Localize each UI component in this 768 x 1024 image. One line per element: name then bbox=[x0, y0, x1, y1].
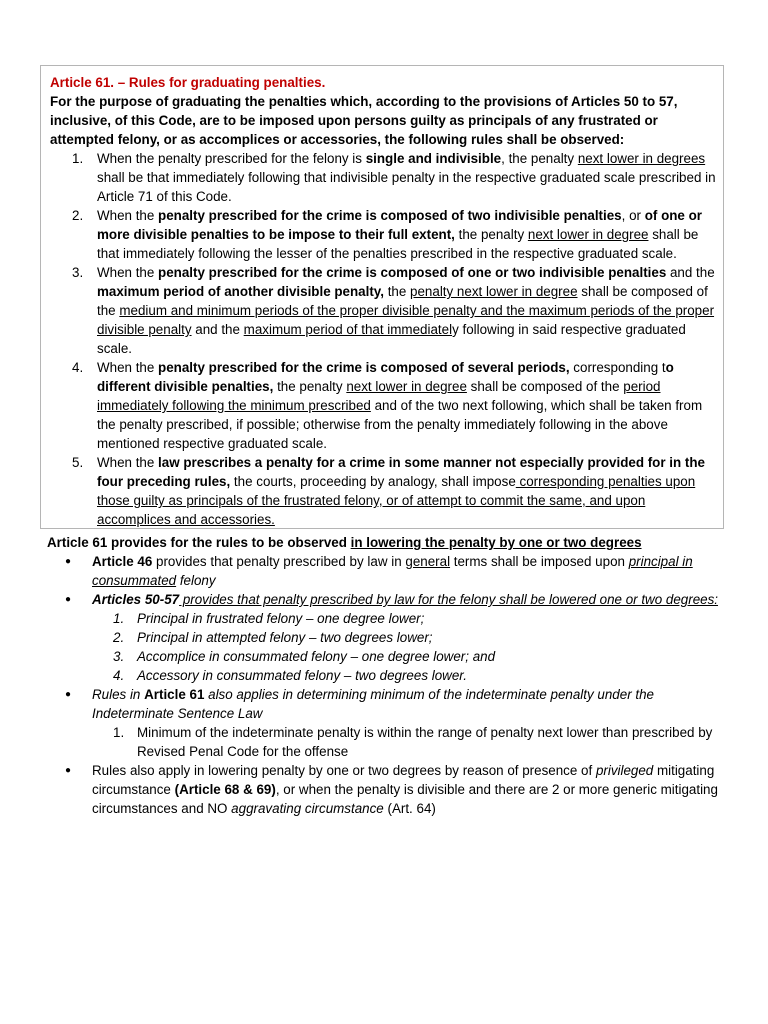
rule-item bbox=[50, 206, 718, 263]
rule-text: medium and minimum periods of the proper divisible penalty and the maximum periods of the proper divisible penalty bbox=[97, 303, 715, 337]
rule-text: maximum period of that immediatel bbox=[243, 322, 453, 337]
bullet-text: Article 46 bbox=[92, 554, 153, 569]
sub-item bbox=[47, 628, 727, 647]
rule-text: , or bbox=[621, 208, 645, 223]
rule-text: law prescribes a penalty for a crime in some manner not especially provided for in the four preceding rules, bbox=[97, 455, 706, 489]
rule-text: corresponding penalties upon those guilty as principals of the frustrated felony, or of attempt to commit the same, and upon accomplices and accessories. bbox=[97, 474, 696, 527]
rule-text: and of the two next following, which shall be taken from the penalty prescribed, if possible; otherwise from the penalty immediately following in the above mentioned respective graduated scale. bbox=[97, 398, 703, 451]
rule-text: shall be composed of the bbox=[97, 284, 708, 318]
bullet-text: general bbox=[405, 554, 451, 569]
sub-item-number: 1. bbox=[113, 725, 125, 740]
rule-text: maximum period of another divisible penalty, bbox=[97, 284, 384, 299]
sub-item-text: Principal in attempted felony – two degrees lower; bbox=[137, 630, 433, 645]
sub-item bbox=[47, 723, 727, 761]
rule-text: o different divisible penalties, bbox=[97, 360, 674, 394]
rule-number: 4. bbox=[72, 360, 84, 375]
rule-item bbox=[50, 149, 718, 206]
rule-text: When the bbox=[97, 455, 159, 470]
sub-item-number: 2. bbox=[113, 630, 125, 645]
bullet-text: terms shall be imposed upon bbox=[450, 554, 629, 569]
rule-text: When the bbox=[97, 208, 159, 223]
rule-item bbox=[50, 453, 718, 529]
rule-text: and the bbox=[191, 322, 244, 337]
sub-item-number: 4. bbox=[113, 668, 125, 683]
rule-text: the bbox=[383, 284, 411, 299]
bullet-item bbox=[47, 590, 727, 609]
rule-text: y following in said respective graduated scale. bbox=[97, 322, 686, 356]
rule-text: penalty prescribed for the crime is composed of two indivisible penalties bbox=[158, 208, 622, 223]
summary-lead-text: Article 61 provides for the rules to be observed bbox=[47, 535, 351, 550]
rule-text: the penalty bbox=[273, 379, 347, 394]
bullet-text: provides that penalty prescribed by law for the felony shall be lowered one or two degrees: bbox=[179, 592, 719, 607]
bullet-text: privileged bbox=[595, 763, 654, 778]
rule-text: next lower in degree bbox=[527, 227, 649, 242]
rule-item bbox=[50, 263, 718, 358]
bullet-text: Article 61 bbox=[144, 687, 205, 702]
rule-text: period immediately following the minimum prescribed bbox=[97, 379, 661, 413]
bullet-item bbox=[47, 685, 727, 723]
sub-item bbox=[47, 647, 727, 666]
rule-text: corresponding t bbox=[569, 360, 666, 375]
bullet-icon: ● bbox=[65, 689, 72, 700]
sub-item-text: Minimum of the indeterminate penalty is within the range of penalty next lower than prescribed by Revised Penal Code for the offense bbox=[137, 725, 713, 759]
bullet-text: , or when the penalty is divisible and there are 2 or more generic mitigating circumstances and NO bbox=[92, 782, 718, 816]
article-61-content bbox=[50, 73, 718, 529]
sub-item bbox=[47, 609, 727, 628]
article-title: Article 61. – Rules for graduating penalties. bbox=[50, 75, 326, 90]
bullet-list bbox=[47, 552, 727, 818]
sub-item-text: Accomplice in consummated felony – one degree lower; and bbox=[137, 649, 496, 664]
sub-item-text: Principal in frustrated felony – one degree lower; bbox=[137, 611, 425, 626]
rule-number: 3. bbox=[72, 265, 84, 280]
rule-text: When the penalty prescribed for the felony is bbox=[97, 151, 366, 166]
rule-text: shall be that immediately following that indivisible penalty in the respective graduated scale prescribed in Article 71 of this Code. bbox=[97, 170, 716, 204]
rule-text: , the penalty bbox=[501, 151, 578, 166]
summary-lead-text: in lowering the penalty by one or two degrees bbox=[350, 535, 642, 550]
bullet-text: principal in consummated bbox=[92, 554, 693, 588]
rule-text: penalty next lower in degree bbox=[410, 284, 578, 299]
article-61-box bbox=[40, 65, 724, 529]
sub-item-text: Accessory in consummated felony – two degrees lower. bbox=[137, 668, 467, 683]
rule-text: When the bbox=[97, 360, 159, 375]
article-intro: For the purpose of graduating the penalties which, according to the provisions of Articles 50 to 57, inclusive, of this Code, are to be imposed upon persons guilty as principals of any frustrated or attempted felony, or as accomplices or accessories, the following rules shall be observed: bbox=[50, 94, 678, 147]
bullet-icon: ● bbox=[65, 594, 72, 605]
rule-item bbox=[50, 358, 718, 453]
rule-number: 5. bbox=[72, 455, 84, 470]
summary-section bbox=[47, 533, 727, 818]
bullet-text: aggravating circumstance bbox=[231, 801, 384, 816]
bullet-icon: ● bbox=[65, 765, 72, 776]
rule-text: penalty prescribed for the crime is composed of one or two indivisible penalties bbox=[158, 265, 667, 280]
rule-text: shall be composed of the bbox=[466, 379, 624, 394]
summary-lead bbox=[47, 533, 727, 552]
bullet-text: Articles 50-57 bbox=[92, 592, 180, 607]
bullet-icon: ● bbox=[65, 556, 72, 567]
rule-text: the courts, proceeding by analogy, shall impose bbox=[230, 474, 516, 489]
bullet-item bbox=[47, 761, 727, 818]
bullet-item bbox=[47, 552, 727, 590]
sub-item bbox=[47, 666, 727, 685]
bullet-text: Rules also apply in lowering penalty by one or two degrees by reason of presence of bbox=[92, 763, 596, 778]
rule-text: next lower in degree bbox=[346, 379, 467, 394]
bullet-text: mitigating circumstance bbox=[92, 763, 715, 797]
rule-text: When the bbox=[97, 265, 159, 280]
rules-list bbox=[50, 149, 718, 529]
rule-text: single and indivisible bbox=[365, 151, 502, 166]
bullet-text: (Article 68 & 69) bbox=[174, 782, 276, 797]
bullet-text: also applies in determining minimum of the indeterminate penalty under the Indeterminate Sentence Law bbox=[92, 687, 654, 721]
bullet-text: Rules in bbox=[92, 687, 145, 702]
rule-text: and the bbox=[666, 265, 715, 280]
bullet-text: felony bbox=[176, 573, 216, 588]
sub-item-number: 3. bbox=[113, 649, 125, 664]
rule-text: the penalty bbox=[454, 227, 528, 242]
sub-item-number: 1. bbox=[113, 611, 125, 626]
rule-number: 1. bbox=[72, 151, 84, 166]
rule-text: next lower in degrees bbox=[577, 151, 706, 166]
bullet-text: (Art. 64) bbox=[383, 801, 436, 816]
rule-text: of one or more divisible penalties to be impose to their full extent, bbox=[97, 208, 702, 242]
rule-text: shall be that immediately following the lesser of the penalties prescribed in the respective graduated scale. bbox=[97, 227, 699, 261]
rule-text: penalty prescribed for the crime is composed of several periods, bbox=[158, 360, 570, 375]
bullet-text: provides that penalty prescribed by law in bbox=[152, 554, 406, 569]
rule-number: 2. bbox=[72, 208, 84, 223]
